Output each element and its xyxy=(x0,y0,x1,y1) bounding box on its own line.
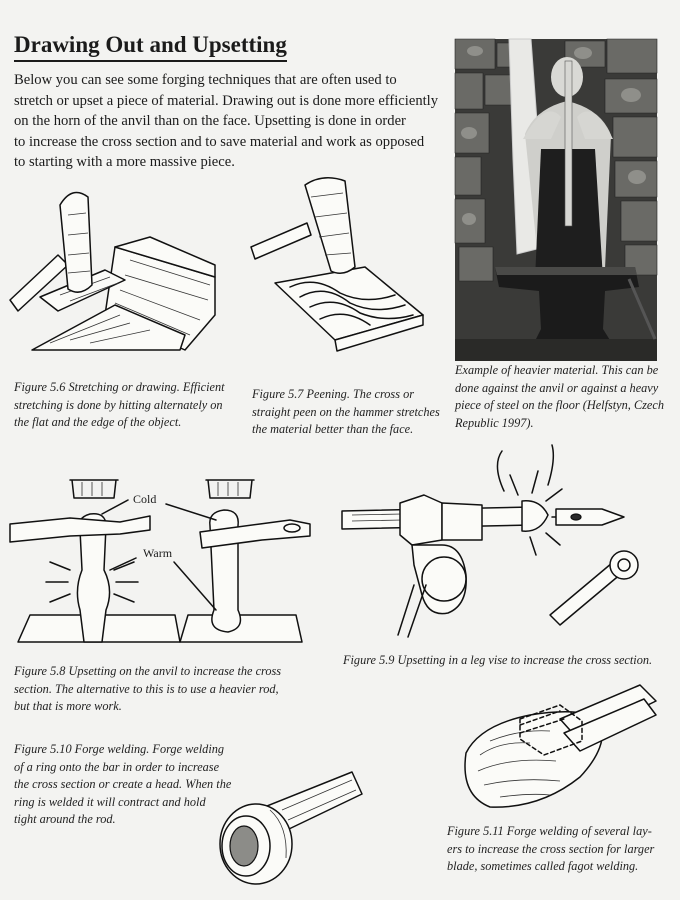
caption-line: the material better than the face. xyxy=(252,422,414,437)
intro-line: Below you can see some forging techniques that are often used to xyxy=(14,72,397,88)
figure-5-6-caption xyxy=(14,379,225,432)
figure-5-9-illustration xyxy=(342,445,642,645)
figure-5-11-caption xyxy=(447,823,654,876)
caption-line: straight peen on the hammer stretches xyxy=(252,404,440,419)
intro-line: to increase the cross section and to save material and work as opposed xyxy=(14,133,425,150)
caption-line: of a ring onto the bar in order to increase xyxy=(14,759,220,774)
caption-line: ers to increase the cross section for larger xyxy=(447,841,655,856)
label-cold: Cold xyxy=(133,492,157,506)
figure-5-10-illustration xyxy=(212,766,362,896)
caption-line: ring is welded it will contract and hold xyxy=(14,794,206,809)
caption-line: section. The alternative to this is to use a heavier rod, xyxy=(14,681,279,696)
label-warm: Warm xyxy=(143,546,173,560)
caption-line: done against the anvil or against a heavy xyxy=(455,380,659,395)
figure-5-11-illustration xyxy=(460,685,660,815)
photo-caption xyxy=(455,362,664,432)
figure-5-7-caption xyxy=(252,386,440,439)
intro-line: to starting with a more massive piece. xyxy=(14,154,235,171)
caption-line: Figure 5.7 Peening. The cross or xyxy=(252,387,415,401)
caption-line: Figure 5.6 Stretching or drawing. Efficient xyxy=(14,380,225,394)
figure-5-9-caption xyxy=(343,652,652,670)
figure-5-10-caption xyxy=(14,741,231,829)
caption-line: Example of heavier material. This can be xyxy=(455,363,659,377)
caption-line: Republic 1997). xyxy=(455,415,534,430)
caption-line: tight around the rod. xyxy=(14,812,116,827)
page-title: Drawing Out and Upsetting xyxy=(14,32,287,62)
intro-line: on the horn of the anvil than on the face. Upsetting is done in order xyxy=(14,113,406,130)
intro-line: stretch or upset a piece of material. Drawing out is done more efficiently xyxy=(14,92,439,109)
caption-line: the flat and the edge of the object. xyxy=(14,415,182,430)
caption-line: Figure 5.8 Upsetting on the anvil to increase the cross xyxy=(14,664,282,678)
caption-line: but that is more work. xyxy=(14,699,122,714)
caption-line: blade, sometimes called fagot welding. xyxy=(447,859,639,874)
caption-line: piece of steel on the floor (Helfstyn, Czech xyxy=(455,398,664,413)
blacksmith-photo xyxy=(455,39,657,361)
figure-5-8-caption xyxy=(14,663,281,716)
caption-line: the cross section or create a head. When the xyxy=(14,777,232,792)
caption-line: Figure 5.10 Forge welding. Forge welding xyxy=(14,742,225,756)
figure-5-7-illustration xyxy=(245,175,425,355)
caption-line: Figure 5.11 Forge welding of several lay- xyxy=(447,824,652,838)
caption-line: Figure 5.9 Upsetting in a leg vise to increase the cross section. xyxy=(343,653,653,667)
caption-line: stretching is done by hitting alternately on xyxy=(14,397,223,412)
figure-5-6-illustration xyxy=(10,185,220,360)
intro-paragraph xyxy=(14,70,444,173)
